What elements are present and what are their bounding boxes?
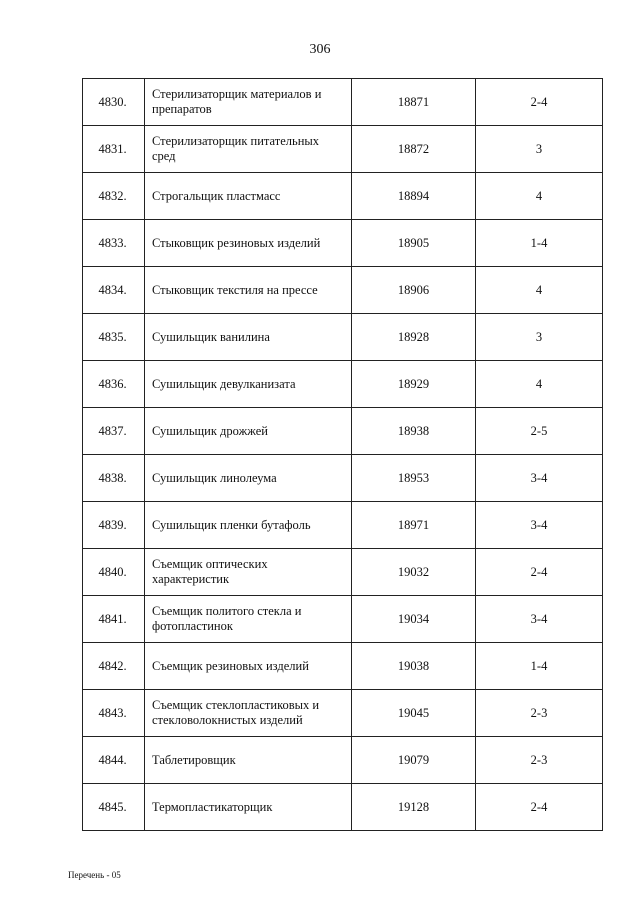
- row-number: 4839.: [83, 502, 145, 549]
- grade-range: 2-5: [476, 408, 603, 455]
- occupation-code: 18971: [352, 502, 476, 549]
- occupation-name: Съемщик резиновых изделий: [145, 643, 352, 690]
- table-row: [83, 690, 603, 737]
- occupation-name: Стыковщик текстиля на прессе: [145, 267, 352, 314]
- occupation-code: 18938: [352, 408, 476, 455]
- occupation-code: 19038: [352, 643, 476, 690]
- occupation-code: 18953: [352, 455, 476, 502]
- grade-range: 1-4: [476, 643, 603, 690]
- occupation-code: 19032: [352, 549, 476, 596]
- grade-range: 2-4: [476, 79, 603, 126]
- row-number: 4836.: [83, 361, 145, 408]
- grade-range: 2-4: [476, 549, 603, 596]
- occupation-table-body: [83, 79, 603, 831]
- row-number: 4840.: [83, 549, 145, 596]
- occupation-code: 18871: [352, 79, 476, 126]
- occupation-name: Термопластикаторщик: [145, 784, 352, 831]
- occupation-name: Сушильщик пленки бутафоль: [145, 502, 352, 549]
- row-number: 4833.: [83, 220, 145, 267]
- page-number: 306: [309, 42, 331, 57]
- grade-range: 4: [476, 173, 603, 220]
- occupation-code: 18905: [352, 220, 476, 267]
- row-number: 4838.: [83, 455, 145, 502]
- grade-range: 2-3: [476, 737, 603, 784]
- occupation-name: Сушильщик ванилина: [145, 314, 352, 361]
- row-number: 4843.: [83, 690, 145, 737]
- table-row: [83, 79, 603, 126]
- occupation-name: Стерилизаторщик материалов и препаратов: [145, 79, 352, 126]
- grade-range: 1-4: [476, 220, 603, 267]
- grade-range: 3: [476, 126, 603, 173]
- table-row: [83, 220, 603, 267]
- table-row: [83, 502, 603, 549]
- occupation-name: Сушильщик девулканизата: [145, 361, 352, 408]
- occupation-name: Съемщик оптических характеристик: [145, 549, 352, 596]
- occupation-code: 19128: [352, 784, 476, 831]
- row-number: 4832.: [83, 173, 145, 220]
- row-number: 4845.: [83, 784, 145, 831]
- table-row: [83, 408, 603, 455]
- grade-range: 3-4: [476, 502, 603, 549]
- occupation-name: Стыковщик резиновых изделий: [145, 220, 352, 267]
- grade-range: 4: [476, 267, 603, 314]
- row-number: 4835.: [83, 314, 145, 361]
- table-row: [83, 314, 603, 361]
- occupation-code: 18906: [352, 267, 476, 314]
- table-row: [83, 596, 603, 643]
- occupation-code: 18894: [352, 173, 476, 220]
- occupation-name: Съемщик политого стекла и фотопластинок: [145, 596, 352, 643]
- occupation-name: Таблетировщик: [145, 737, 352, 784]
- table-row: [83, 126, 603, 173]
- occupation-code: 19045: [352, 690, 476, 737]
- table-row: [83, 737, 603, 784]
- grade-range: 2-4: [476, 784, 603, 831]
- row-number: 4830.: [83, 79, 145, 126]
- footer-label: Перечень - 05: [68, 870, 121, 880]
- row-number: 4841.: [83, 596, 145, 643]
- table-row: [83, 643, 603, 690]
- occupation-code: 18928: [352, 314, 476, 361]
- occupation-code: 19034: [352, 596, 476, 643]
- occupation-table: [82, 78, 603, 831]
- occupation-name: Сушильщик дрожжей: [145, 408, 352, 455]
- table-row: [83, 173, 603, 220]
- table-row: [83, 267, 603, 314]
- row-number: 4831.: [83, 126, 145, 173]
- occupation-code: 18872: [352, 126, 476, 173]
- table-row: [83, 549, 603, 596]
- grade-range: 4: [476, 361, 603, 408]
- grade-range: 3-4: [476, 596, 603, 643]
- grade-range: 3-4: [476, 455, 603, 502]
- grade-range: 2-3: [476, 690, 603, 737]
- row-number: 4842.: [83, 643, 145, 690]
- table-row: [83, 455, 603, 502]
- row-number: 4837.: [83, 408, 145, 455]
- grade-range: 3: [476, 314, 603, 361]
- row-number: 4844.: [83, 737, 145, 784]
- table-row: [83, 784, 603, 831]
- row-number: 4834.: [83, 267, 145, 314]
- occupation-code: 18929: [352, 361, 476, 408]
- occupation-name: Строгальщик пластмасс: [145, 173, 352, 220]
- occupation-name: Стерилизаторщик питательных сред: [145, 126, 352, 173]
- table-row: [83, 361, 603, 408]
- occupation-name: Съемщик стеклопластиковых и стекловолокнистых изделий: [145, 690, 352, 737]
- occupation-code: 19079: [352, 737, 476, 784]
- occupation-name: Сушильщик линолеума: [145, 455, 352, 502]
